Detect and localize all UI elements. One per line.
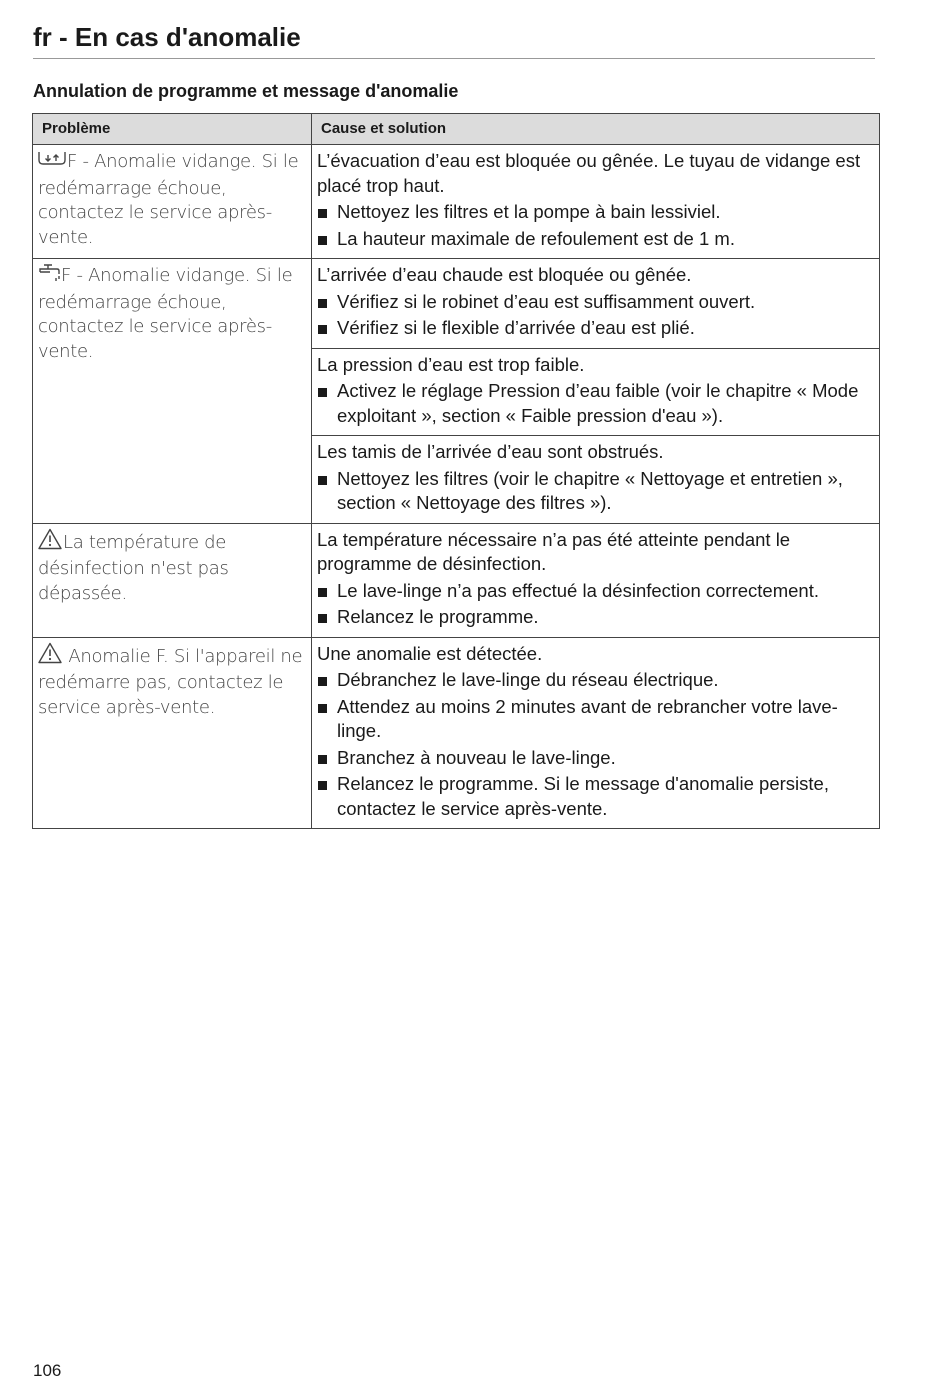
table-row xyxy=(33,145,880,259)
bullet-square-icon xyxy=(318,325,327,334)
problem-text: F - Anomalie vidange. Si le redémarrage échoue, contactez le service après-vente. xyxy=(38,265,293,362)
bullet-square-icon xyxy=(318,476,327,485)
table-row xyxy=(33,637,880,829)
problem-text: La température de désinfection n'est pas dépassée. xyxy=(38,531,229,604)
page-title: fr - En cas d'anomalie xyxy=(33,22,301,52)
step-text: Nettoyez les filtres (voir le chapitre « Nettoyage et entretien », section « Nettoyage des filtres »). xyxy=(337,467,843,513)
solution-cell xyxy=(312,145,880,259)
step-text: La hauteur maximale de refoulement est de 1 m. xyxy=(337,227,735,249)
table-row xyxy=(33,259,880,349)
problem-text: Anomalie F. Si l'appareil ne redémarre pas, contactez le service après-vente. xyxy=(38,645,303,718)
bullet-square-icon xyxy=(318,299,327,308)
cause-text: L’évacuation d’eau est bloquée ou gênée. Le tuyau de vidange est placé trop haut. xyxy=(317,150,861,196)
solution-cell xyxy=(312,523,880,637)
cause-text: La pression d’eau est trop faible. xyxy=(317,353,585,375)
bullet-square-icon xyxy=(318,209,327,218)
solution-steps xyxy=(317,290,874,341)
bullet-square-icon xyxy=(318,755,327,764)
problem-text: F - Anomalie vidange. Si le redémarrage échoue, contactez le service après-vente. xyxy=(38,151,299,248)
step-text: Attendez au moins 2 minutes avant de rebrancher votre lave-linge. xyxy=(337,695,838,741)
list-item xyxy=(317,467,874,516)
bullet-square-icon xyxy=(318,236,327,245)
list-item xyxy=(317,290,874,315)
cause-text: La température nécessaire n’a pas été atteinte pendant le programme de désinfection. xyxy=(317,528,791,574)
problem-cell xyxy=(33,145,312,259)
list-item xyxy=(317,200,874,225)
bullet-square-icon xyxy=(318,614,327,623)
solution-cell xyxy=(312,348,880,436)
table-header-row xyxy=(33,114,880,145)
solution-cell xyxy=(312,436,880,524)
step-text: Le lave-linge n’a pas effectué la désinfection correctement. xyxy=(337,579,819,601)
drain-icon xyxy=(38,149,66,177)
solution-cell xyxy=(312,259,880,349)
solution-steps xyxy=(317,200,874,251)
warning-icon xyxy=(38,528,62,558)
cause-text: L’arrivée d’eau chaude est bloquée ou gênée. xyxy=(317,264,692,285)
step-text: Débranchez le lave-linge du réseau électrique. xyxy=(337,669,719,690)
list-item xyxy=(317,379,874,428)
solution-steps xyxy=(317,379,874,428)
page-number: 106 xyxy=(33,1361,62,1380)
bullet-square-icon xyxy=(318,677,327,686)
step-text: Activez le réglage Pression d’eau faible (voir le chapitre « Mode exploitant », section « Faible pression d'eau »). xyxy=(337,380,859,426)
list-item xyxy=(317,579,874,604)
anomaly-table xyxy=(32,113,880,829)
cause-text: Les tamis de l’arrivée d’eau sont obstrués. xyxy=(317,441,664,462)
bullet-square-icon xyxy=(318,388,327,397)
table-body xyxy=(33,145,880,829)
solution-steps xyxy=(317,467,874,516)
list-item xyxy=(317,695,874,744)
table-row xyxy=(33,523,880,637)
problem-cell xyxy=(33,259,312,524)
bullet-square-icon xyxy=(318,704,327,713)
column-header-problem: Problème xyxy=(33,114,312,145)
list-item xyxy=(317,227,874,252)
problem-cell xyxy=(33,637,312,829)
list-item xyxy=(317,605,874,630)
step-text: Relancez le programme. xyxy=(337,606,539,627)
water-tap-icon xyxy=(38,263,60,291)
step-text: Branchez à nouveau le lave-linge. xyxy=(337,746,616,768)
list-item xyxy=(317,316,874,341)
list-item xyxy=(317,746,874,771)
header-divider xyxy=(33,58,875,59)
solution-cell xyxy=(312,637,880,829)
solution-steps xyxy=(317,668,874,821)
warning-icon xyxy=(38,642,62,672)
bullet-square-icon xyxy=(318,588,327,597)
list-item xyxy=(317,772,874,821)
solution-steps xyxy=(317,579,874,630)
page-header xyxy=(33,20,875,59)
cause-text: Une anomalie est détectée. xyxy=(317,642,543,664)
step-text: Relancez le programme. Si le message d'anomalie persiste, contactez le service après-vente. xyxy=(337,773,829,819)
step-text: Vérifiez si le robinet d’eau est suffisamment ouvert. xyxy=(337,290,756,312)
column-header-cause-solution: Cause et solution xyxy=(312,114,880,145)
bullet-square-icon xyxy=(318,781,327,790)
list-item xyxy=(317,668,874,693)
problem-cell xyxy=(33,523,312,637)
section-heading: Annulation de programme et message d'anomalie xyxy=(33,81,459,101)
step-text: Vérifiez si le flexible d’arrivée d’eau est plié. xyxy=(337,317,695,338)
step-text: Nettoyez les filtres et la pompe à bain lessiviel. xyxy=(337,201,721,222)
